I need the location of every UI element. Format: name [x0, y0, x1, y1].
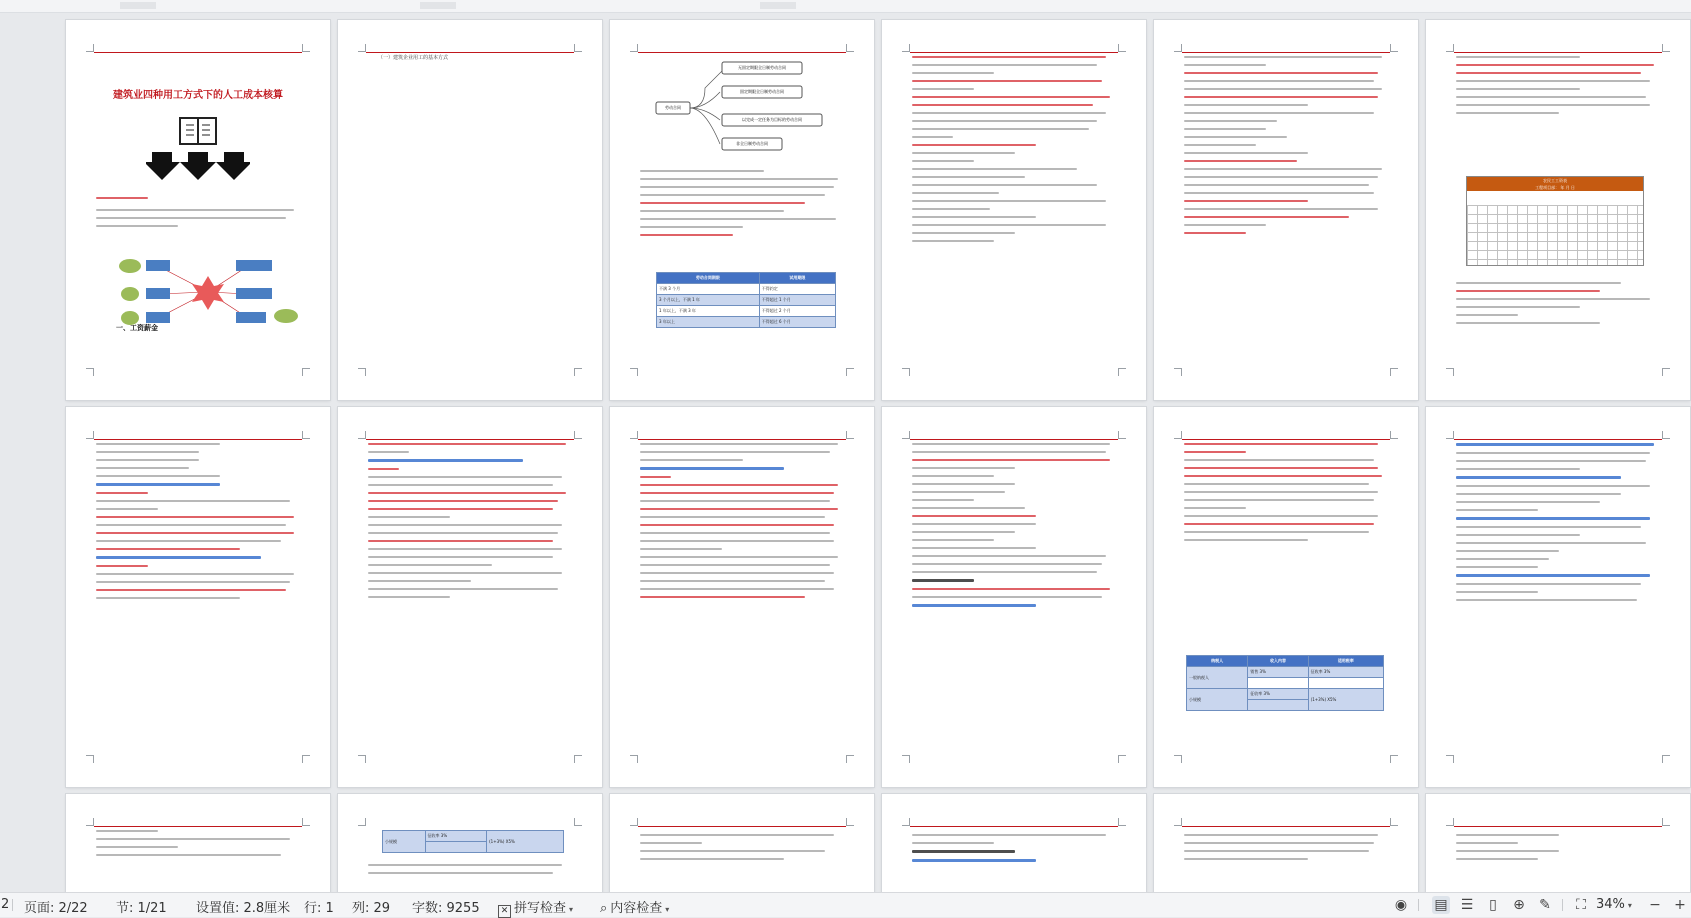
- wage-table: 农民工工资表 工程项目部： 年 月 日: [1466, 176, 1644, 266]
- zoom-level[interactable]: 34% ▾: [1596, 897, 1632, 912]
- tax-rate-table: 纳税人 收入内容 适用税率 一般纳税人 销售 3% 征收率 3% 小规模 征收率 3% (1+3%) X5%: [1186, 655, 1384, 711]
- document-title: 建筑业四种用工方式下的人工成本核算: [113, 90, 283, 101]
- status-page-partial: 2: [1, 897, 10, 912]
- book-download-illustration: [146, 116, 250, 182]
- tax-rate-table-continued: 小规模 征收率 3% (1+3%) X5%: [382, 830, 564, 853]
- page-2-heading: （一）建筑企业用工的基本方式: [378, 55, 449, 61]
- page-9[interactable]: [610, 407, 874, 787]
- fit-icon[interactable]: ⛶: [1576, 897, 1586, 913]
- page-10[interactable]: [882, 407, 1146, 787]
- chevron-down-icon: ▾: [665, 905, 670, 914]
- status-setting[interactable]: 设置值: 2.8厘米: [196, 901, 291, 916]
- content-check-label: 内容检查: [610, 901, 663, 916]
- magnifier-icon: ⌕: [600, 901, 608, 916]
- mindmap-center: 劳动合同: [665, 105, 681, 110]
- page-17[interactable]: [1154, 794, 1418, 892]
- status-page[interactable]: 页面: 2/22: [24, 901, 88, 916]
- status-bar: [0, 892, 1691, 917]
- zoom-in-icon[interactable]: +: [1674, 897, 1686, 913]
- page-3[interactable]: [610, 20, 874, 400]
- read-view-icon[interactable]: ▯: [1489, 897, 1497, 913]
- eye-icon[interactable]: ◉: [1394, 897, 1408, 913]
- chevron-down-icon: ▾: [1627, 901, 1632, 910]
- content-check-button[interactable]: [600, 897, 669, 916]
- section-heading: 一、工资薪金: [116, 324, 158, 332]
- page-15[interactable]: [610, 794, 874, 892]
- page-1[interactable]: [66, 20, 330, 400]
- mindmap-item-2: 固定期限全日制劳动合同: [740, 89, 784, 94]
- page-16[interactable]: [882, 794, 1146, 892]
- mindmap-item-1: 无固定期限全日制劳动合同: [738, 65, 786, 70]
- previous-row-strip: [0, 0, 1691, 13]
- probation-table: 劳动合同期限 试用期限 不满 3 个月 不得约定 3 个月以上，不满 1 年 不得超过 1 个月 1 年以上，不满 3 年 不得超过 2 个月 3 年以上 不得超过 6 个月: [656, 272, 836, 328]
- spellcheck-label: 拼写检查: [514, 901, 567, 916]
- chevron-down-icon: ▾: [569, 905, 574, 914]
- page-6[interactable]: [1426, 20, 1690, 400]
- spellcheck-button[interactable]: [498, 897, 573, 918]
- status-row[interactable]: 行: 1: [304, 901, 334, 916]
- cost-diagram: [118, 256, 298, 330]
- page-8[interactable]: [338, 407, 602, 787]
- page-5[interactable]: [1154, 20, 1418, 400]
- page-13[interactable]: [66, 794, 330, 892]
- page-18[interactable]: [1426, 794, 1690, 892]
- status-section[interactable]: 节: 1/21: [116, 901, 167, 916]
- page-11[interactable]: [1154, 407, 1418, 787]
- web-view-icon[interactable]: ⊕: [1513, 897, 1525, 913]
- page-14[interactable]: [338, 794, 602, 892]
- page-view-icon[interactable]: ▤: [1432, 896, 1450, 914]
- pen-icon[interactable]: ✎: [1539, 897, 1551, 913]
- outline-view-icon[interactable]: ☰: [1460, 897, 1474, 913]
- status-col[interactable]: 列: 29: [352, 901, 391, 916]
- page-4[interactable]: [882, 20, 1146, 400]
- page-7[interactable]: [66, 407, 330, 787]
- zoom-out-icon[interactable]: −: [1649, 897, 1661, 913]
- page-2[interactable]: [338, 20, 602, 400]
- mindmap-item-4: 非全日制劳动合同: [736, 141, 768, 146]
- status-word-count[interactable]: 字数: 9255: [412, 901, 480, 916]
- page-12[interactable]: [1426, 407, 1690, 787]
- check-icon: ✕: [498, 905, 511, 918]
- mindmap-item-3: 以完成一定任务为目标的劳动合同: [742, 117, 802, 122]
